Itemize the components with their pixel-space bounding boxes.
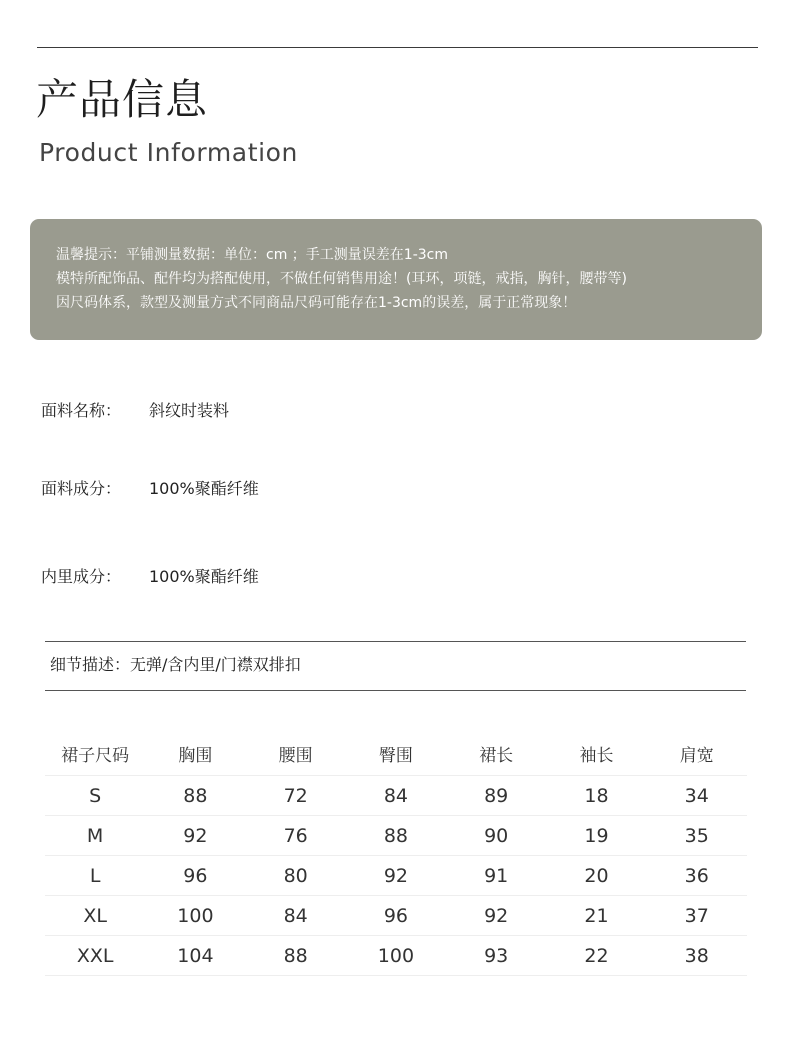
lining-composition-label: 内里成分： [41,567,122,586]
table-row [45,896,747,936]
cell-sleeve: 21 [584,905,609,927]
size-table-body [45,776,747,976]
cell-bust: 88 [183,785,208,807]
size-table-header [45,736,747,776]
cell-size: XL [83,905,107,927]
cell-length: 90 [484,825,509,847]
header-cell-sleeve: 袖长 [579,746,614,766]
fabric-composition-label: 面料成分： [41,479,122,498]
table-row [45,856,747,896]
cell-length: 91 [484,865,509,887]
cell-size: S [89,785,102,807]
cell-size: XXL [76,945,114,967]
detail-value: 无弹/含内里/门襟双排扣 [130,655,301,674]
table-row [45,936,747,976]
cell-hip: 88 [383,825,409,847]
cell-shoulder: 35 [684,825,709,847]
fabric-name-value: 斜纹时装料 [149,401,230,420]
notice-line: 模特所配饰品、配件均为搭配使用，不做任何销售用途！(耳环，项链，戒指，胸针，腰带等) [56,271,627,287]
cell-sleeve: 20 [584,865,609,887]
top-divider [37,47,758,48]
cell-bust: 96 [183,865,208,887]
cell-length: 93 [484,945,509,967]
cell-hip: 92 [383,865,409,887]
header-cell-length: 裙长 [479,746,514,766]
cell-size: L [89,865,101,887]
detail-label: 细节描述： [50,655,131,674]
cell-bust: 104 [177,945,214,967]
lining-composition-value: 100%聚酯纤维 [149,567,259,586]
cell-sleeve: 22 [584,945,609,967]
table-row [45,776,747,816]
notice-line: 温馨提示：平铺测量数据：单位：cm ；手工测量误差在1-3cm [56,247,448,263]
cell-waist: 84 [283,905,308,927]
cell-size: M [86,825,104,847]
lining-composition-row [41,565,259,589]
cell-bust: 92 [183,825,208,847]
cell-waist: 80 [283,865,308,887]
detail-divider-top [45,641,746,642]
cell-waist: 88 [283,945,308,967]
fabric-composition-row [41,477,259,501]
page-title: 产品信息 [36,75,209,124]
cell-waist: 76 [283,825,308,847]
cell-shoulder: 36 [684,865,709,887]
detail-divider-bottom [45,690,746,691]
cell-shoulder: 38 [684,945,709,967]
cell-sleeve: 19 [584,825,609,847]
cell-sleeve: 18 [584,785,609,807]
page-subtitle: Product Information [39,138,298,167]
cell-shoulder: 34 [684,785,709,807]
cell-shoulder: 37 [684,905,709,927]
header-cell-size: 裙子尺码 [61,746,130,766]
cell-bust: 100 [177,905,214,927]
cell-length: 92 [484,905,509,927]
notice-box [30,219,762,340]
notice-line: 因尺码体系，款型及测量方式不同商品尺码可能存在1-3cm的误差，属于正常现象！ [56,295,577,311]
header-cell-waist: 腰围 [278,746,313,766]
cell-hip: 96 [383,905,409,927]
fabric-name-row [41,399,229,423]
table-row [45,816,747,856]
header-cell-bust: 胸围 [178,746,213,766]
header-cell-shoulder: 肩宽 [679,746,714,766]
fabric-composition-value: 100%聚酯纤维 [149,479,259,498]
fabric-name-label: 面料名称： [41,401,122,420]
cell-hip: 100 [377,945,415,967]
cell-length: 89 [484,785,509,807]
header-cell-hip: 臀围 [378,746,413,766]
cell-hip: 84 [383,785,409,807]
detail-row [50,652,301,678]
size-table [45,736,747,976]
cell-waist: 72 [283,785,308,807]
